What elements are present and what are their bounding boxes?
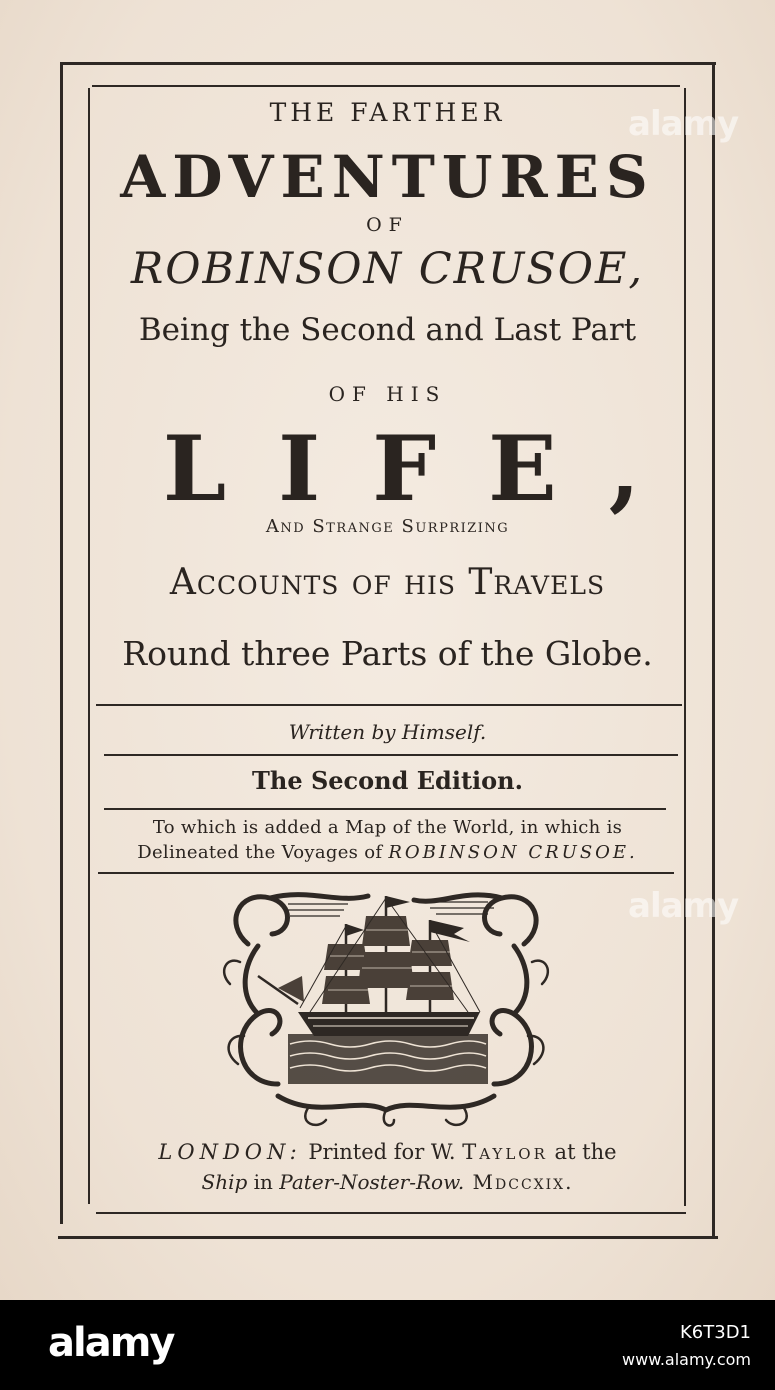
title-line-accounts: Accounts of his Travels (169, 562, 606, 603)
inner-border-bottom (96, 1212, 686, 1214)
footer-url[interactable]: www.alamy.com (622, 1350, 751, 1369)
edition-line: The Second Edition. (252, 766, 523, 795)
title-line-adventures: ADVENTURES (120, 143, 655, 211)
addendum-name: ROBINSON CRUSOE. (388, 842, 638, 863)
footer-logo: alamy (48, 1320, 174, 1366)
divider-rule (98, 872, 674, 874)
imprint-ship: Ship (201, 1170, 248, 1194)
imprint-at-the: at the (547, 1140, 617, 1164)
outer-border-top (60, 62, 716, 65)
imprint-city: LONDON: (158, 1140, 302, 1164)
divider-rule (104, 808, 666, 810)
title-line-life: LIFE, (162, 416, 693, 522)
sailing-ship-woodcut-icon (218, 884, 554, 1134)
watermark: alamy (628, 104, 739, 144)
imprint-printed-for: Printed for W. (301, 1140, 463, 1164)
title-line-second-part: Being the Second and Last Part (138, 312, 637, 348)
inner-border-top (92, 85, 680, 87)
title-line-round: Round three Parts of the Globe. (122, 634, 653, 673)
divider-rule (104, 754, 678, 756)
title-line-of-his: OF HIS (328, 382, 447, 406)
divider-rule (96, 704, 682, 706)
imprint-printer: Taylor (462, 1140, 548, 1164)
outer-border-bottom (58, 1236, 718, 1239)
footer-image-id: K6T3D1 (679, 1322, 751, 1343)
addendum-line-1: To which is added a Map of the World, in which is (152, 817, 623, 838)
stock-footer-bar (0, 1300, 775, 1390)
title-line-farther: THE FARTHER (269, 98, 506, 127)
imprint-line-2 (0, 1170, 775, 1194)
imprint-year: Mdccxix. (464, 1170, 574, 1194)
title-line-of: OF (366, 214, 409, 236)
author-line: Written by Himself. (288, 720, 487, 744)
imprint-street: Pater-Noster-Row. (279, 1170, 465, 1194)
imprint-in: in (247, 1170, 280, 1194)
title-line-strange: And Strange Surprizing (265, 516, 510, 537)
title-line-robinson-crusoe: ROBINSON CRUSOE, (130, 244, 645, 294)
addendum-prefix: Delineated the Voyages of (137, 842, 389, 863)
addendum-line-2 (0, 842, 775, 863)
imprint-line-1 (0, 1140, 775, 1164)
watermark: alamy (628, 886, 739, 926)
